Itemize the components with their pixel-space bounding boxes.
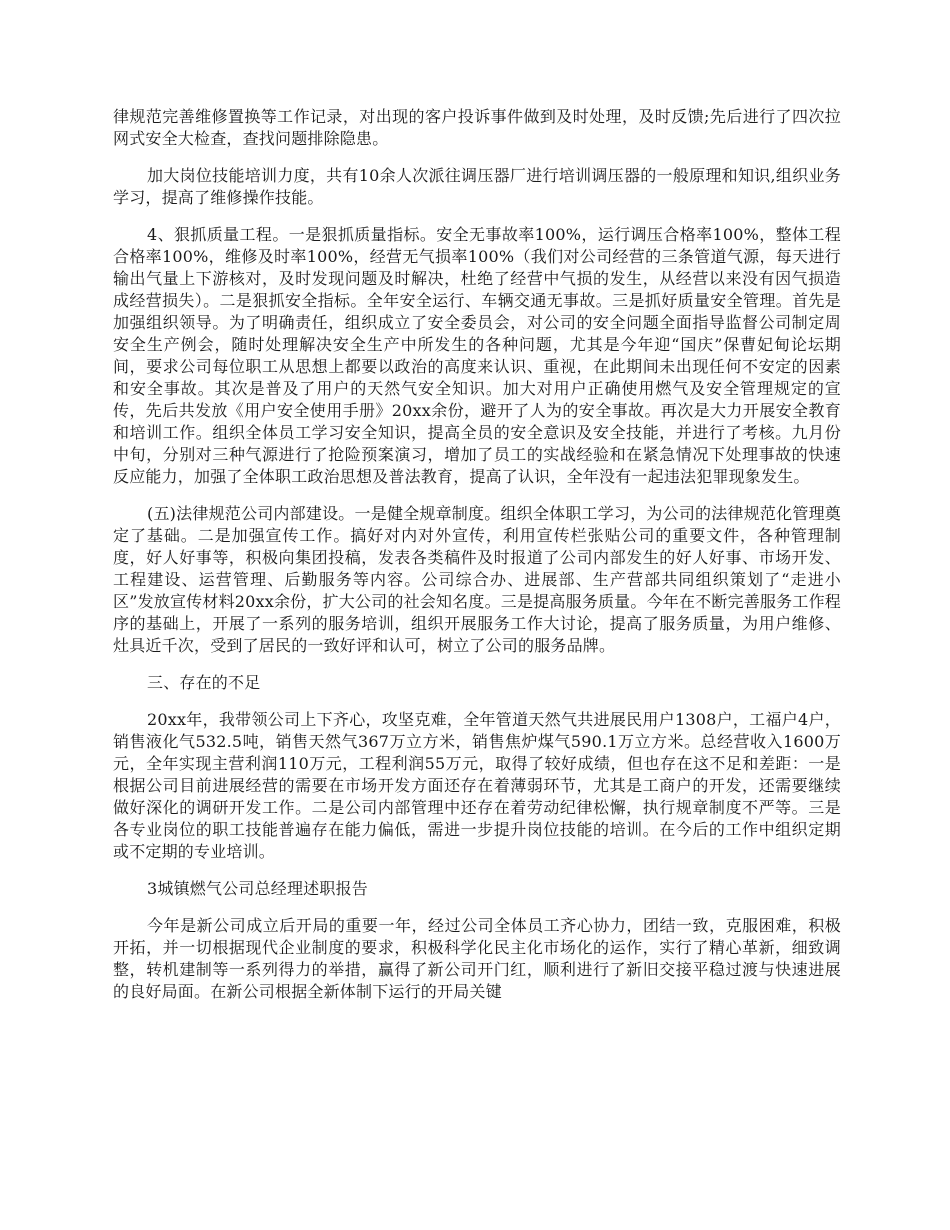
- section-heading-shortcomings: 三、存在的不足: [147, 673, 261, 692]
- paragraph-quality-engineering: 4、狠抓质量工程。一是狠抓质量指标。安全无事故率100%，运行调压合格率100%，整体工程合格率100%，维修及时率100%，经营无气损率100%（我们对公司经营的三条管道气源，每天进行输出气量上下游核对，及时发现问题及时解决，杜绝了经营中气损的发生，从经营以来没有因气损造成经营损失）。二是狠抓安全指标。全年安全运行、车辆交通无事故。三是抓好质量安全管理。首先是加强组织领导。为了明确责任，组织成立了安全委员会，对公司的安全问题全面指导监督公司制定周安全生产例会，随时处理解决安全生产中所发生的各种问题，尤其是今年迎“国庆”保曹妃甸论坛期间，要求公司每位职工从思想上都要以政治的高度来认识、重视，在此期间未出现任何不安定的因素和安全事故。其次是普及了用户的天然气安全知识。加大对用户正确使用燃气及安全管理规定的宣传，先后共发放《用户安全使用手册》20xx余份，避开了人为的安全事故。再次是大力开展安全教育和培训工作。组织全体员工学习安全知识，提高全员的安全意识及安全技能，并进行了考核。九月份中旬，分别对三种气源进行了抢险预案演习，增加了员工的实战经验和在紧急情况下处理事故的快速反应能力，加强了全体职工政治思想及普法教育，提高了认识，全年没有一起违法犯罪现象发生。: [113, 225, 841, 486]
- paragraph-skill-training: 加大岗位技能培训力度，共有10余人次派往调压器厂进行培训调压器的一般原理和知识,组织业务学习，提高了维修操作技能。: [113, 166, 841, 207]
- paragraph-annual-summary: 20xx年，我带领公司上下齐心，攻坚克难，全年管道天然气共进展民用户1308户，工福户4户，销售液化气532.5吨，销售天然气367万立方米，销售焦炉煤气590.1万立方米。总经营收入1600万元，全年实现主营利润110万元，工程利润55万元，取得了较好成绩，但也存在这不足和差距：一是根据公司目前进展经营的需要在市场开发方面还存在着薄弱环节，尤其是工商户的开发，还需要继续做好深化的调研开发工作。二是公司内部管理中还存在着劳动纪律松懈，执行规章制度不严等。三是各专业岗位的职工技能普遍存在能力偏低，需进一步提升岗位技能的培训。在今后的工作中组织定期或不定期的专业培训。: [113, 710, 841, 861]
- document-body: [113, 106, 841, 1018]
- section-heading-report-title: 3城镇燃气公司总经理述职报告: [147, 879, 368, 898]
- paragraph-continuation: 律规范完善维修置换等工作记录，对出现的客户投诉事件做到及时处理，及时反馈;先后进行了四次拉网式安全大检查，查找问题排除隐患。: [113, 107, 841, 148]
- paragraph-new-company-intro: 今年是新公司成立后开局的重要一年，经过公司全体员工齐心协力，团结一致，克服困难，积极开拓，并一切根据现代企业制度的要求，积极科学化民主化市场化的运作，实行了精心革新，细致调整，转机建制等一系列得力的举措，赢得了新公司开门红，顺利进行了新旧交接平稳过渡与快速进展的良好局面。在新公司根据全新体制下运行的开局关键: [113, 916, 841, 1001]
- paragraph-legal-standardization: (五)法律规范公司内部建设。一是健全规章制度。组织全体职工学习，为公司的法律规范化管理奠定了基础。二是加强宣传工作。搞好对内对外宣传，利用宣传栏张贴公司的重要文件，各种管理制度，好人好事等，积极向集团投稿，发表各类稿件及时报道了公司内部发生的好人好事、市场开发、工程建设、运营管理、后勤服务等内容。公司综合办、进展部、生产营部共同组织策划了“走进小区”发放宣传材料20xx余份，扩大公司的社会知名度。三是提高服务质量。今年在不断完善服务工作程序的基础上，开展了一系列的服务培训，组织开展服务工作大讨论，提高了服务质量，为用户维修、灶具近千次，受到了居民的一致好评和认可，树立了公司的服务品牌。: [113, 504, 841, 655]
